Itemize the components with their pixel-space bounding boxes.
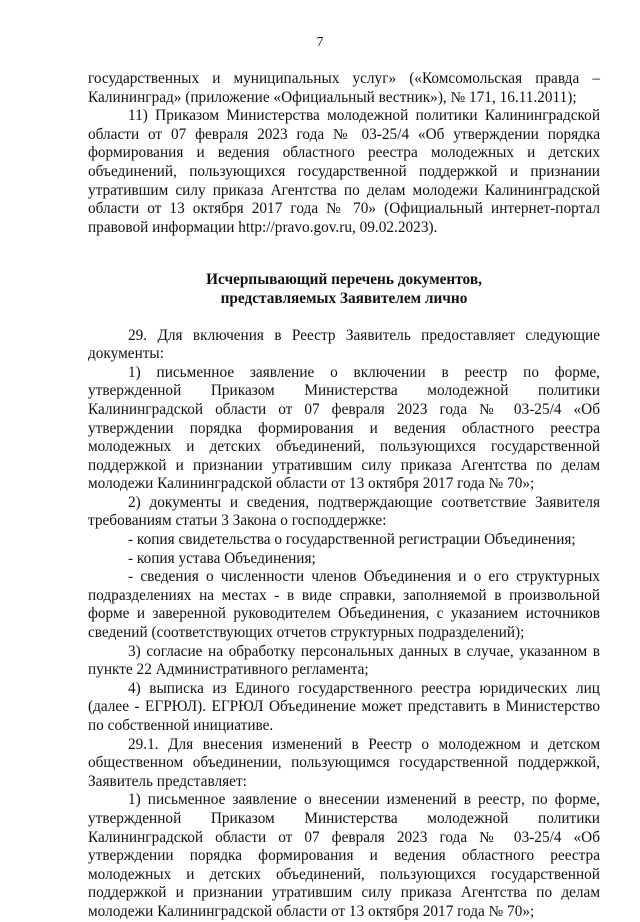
paragraph: 11) Приказом Министерства молодежной политики Калининградской области от 07 февраля 2023 года № 03-25/4 «Об утверждении порядка формирования и ведения областного реестра молодежных и детских объединений, пользующихся государственной поддержкой и признании утратившим силу приказа Агентства по делам молодежи Калининградской области от 13 октября 2017 года № 70» (Официальный интернет-портал правовой информации http://pravo.gov.ru, 09.02.2023).	[88, 107, 600, 236]
paragraph: 4) выписка из Единого государственного реестра юридических лиц (далее - ЕГРЮЛ). ЕГРЮЛ Объединение может представить в Министерство по собственной инициативе.	[88, 679, 600, 734]
list-item: - копия устава Объединения;	[128, 549, 316, 567]
list-item: - сведения о численности членов Объединения и о его структурных подразделениях на местах - в виде справки, заполняемой в произвольной форме и заверенной руководителем Объединения, с указанием источников сведений (соответствующих отчетов структурных подразделений);	[88, 568, 600, 642]
paragraph: 29. Для включения в Реестр Заявитель предоставляет следующие документы:	[88, 326, 600, 363]
paragraph: 3) согласие на обработку персональных данных в случае, указанном в пункте 22 Административного регламента;	[88, 642, 600, 679]
section-heading	[88, 271, 600, 308]
document-body	[88, 70, 600, 922]
section-heading-line: представляемых Заявителем лично	[220, 289, 468, 307]
paragraph: 1) письменное заявление о включении в реестр по форме, утвержденной Приказом Министерства молодежной политики Калининградской области от 07 февраля 2023 года № 03-25/4 «Об утверждении порядка формирования и ведения областного реестра молодежных и детских объединений, пользующихся государственной поддержкой и признании утратившим силу приказа Агентства по делам молодежи Калининградской области от 13 октября 2017 года № 70»;	[88, 363, 600, 493]
paragraph: 2) документы и сведения, подтверждающие соответствие Заявителя требованиям статьи 3 Закона о господдержке:	[88, 493, 600, 530]
paragraph: 1) письменное заявление о внесении изменений в реестр, по форме, утвержденной Приказом Министерства молодежной политики Калининградской области от 07 февраля 2023 года № 03-25/4 «Об утверждении порядка формирования и ведения областного реестра молодежных и детских объединений, пользующихся государственной поддержкой и признании утратившим силу приказа Агентства по делам молодежи Калининградской области от 13 октября 2017 года № 70»;	[88, 791, 600, 920]
paragraph: государственных и муниципальных услуг» («Комсомольская правда – Калининград» (приложение «Официальный вестник»), № 171, 16.11.2011);	[88, 70, 600, 106]
page-number: 7	[316, 35, 324, 50]
paragraph: 29.1. Для внесения изменений в Реестр о молодежном и детском общественном объединении, пользующимся государственной поддержкой, Заявитель представляет:	[88, 735, 600, 790]
section-heading-line: Исчерпывающий перечень документов,	[206, 271, 482, 289]
list-item: - копия свидетельства о государственной регистрации Объединения;	[128, 531, 576, 549]
